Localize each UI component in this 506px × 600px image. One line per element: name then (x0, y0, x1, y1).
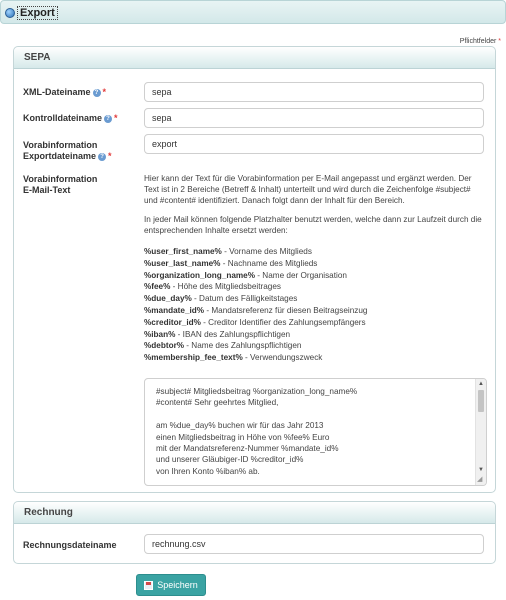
email-text-textarea[interactable] (145, 379, 476, 485)
list-item: %creditor_id% - Creditor Identifier des Zahlungsempfängers (144, 317, 366, 327)
email-text-label-line2: E-Mail-Text (23, 185, 71, 195)
placeholder-list (144, 246, 486, 364)
preinfo-filename-label (23, 140, 112, 162)
rechnung-panel-title: Rechnung (24, 507, 73, 518)
control-filename-input[interactable] (144, 108, 484, 128)
scroll-thumb[interactable] (478, 390, 484, 412)
scroll-down-icon[interactable]: ▼ (478, 467, 484, 473)
list-item: %fee% - Höhe des Mitgliedsbeitrages (144, 282, 281, 292)
email-text-label (23, 174, 97, 196)
save-button[interactable] (136, 574, 206, 596)
email-help-text (144, 174, 486, 364)
sepa-panel-title: SEPA (24, 52, 51, 63)
textarea-scrollbar[interactable] (475, 379, 486, 485)
xml-filename-label-text: XML-Dateiname (23, 87, 91, 97)
sepa-panel-header (14, 47, 495, 69)
required-star: * (498, 38, 501, 45)
list-item: %user_last_name% - Nachname des Mitglieds (144, 258, 318, 268)
email-help-intro: Hier kann der Text für die Vorabinformation per E-Mail angepasst und ergänzt werden. Der Text ist in 2 Bereiche (Betreff & Inhalt) unterteilt und wird durch die Zeichenfolge #subject# und #content# identifiziert. Danach folgt dann der Inhalt für den Bereich. (144, 174, 472, 205)
email-text-textarea-wrap (144, 378, 487, 486)
sepa-panel (13, 46, 496, 493)
list-item: %user_first_name% - Vorname des Mitglieds (144, 246, 312, 256)
xml-filename-input[interactable] (144, 82, 484, 102)
list-item: %debtor% - Name des Zahlungspflichtigen (144, 341, 302, 351)
required-star: * (114, 113, 118, 123)
list-item: %organization_long_name% - Name der Organisation (144, 270, 347, 280)
preinfo-filename-input[interactable] (144, 134, 484, 154)
rechnung-panel (13, 501, 496, 564)
list-item: %due_day% - Datum des Fälligkeitstages (144, 294, 298, 304)
preinfo-filename-label-line1: Vorabinformation (23, 140, 98, 150)
rechnung-panel-header (14, 502, 495, 524)
page-header-title-wrap (5, 6, 58, 20)
preinfo-filename-label-line2: Exportdateiname (23, 151, 97, 161)
page-title: Export (17, 6, 58, 20)
invoice-filename-label-text: Rechnungsdateiname (23, 540, 117, 550)
required-fields-note (460, 38, 501, 45)
required-star: * (102, 87, 107, 97)
floppy-disk-icon (144, 581, 153, 590)
scroll-up-icon[interactable]: ▲ (478, 381, 484, 387)
help-icon[interactable]: ? (104, 115, 112, 123)
list-item: %membership_fee_text% - Verwendungszweck (144, 353, 323, 363)
control-filename-label-text: Kontrolldateiname (23, 113, 103, 123)
invoice-filename-input[interactable] (144, 534, 484, 554)
required-fields-text: Pflichtfelder (459, 38, 497, 45)
email-text-label-line1: Vorabinformation (23, 174, 98, 184)
export-icon (5, 8, 15, 18)
required-star: * (108, 151, 112, 161)
save-button-label: Speichern (157, 580, 198, 590)
control-filename-label (23, 113, 118, 124)
list-item: %iban% - IBAN des Zahlungspflichtigen (144, 329, 291, 339)
help-icon[interactable]: ? (98, 153, 106, 161)
resize-grip-icon[interactable]: ◢ (477, 476, 483, 483)
email-help-placeholders-intro: In jeder Mail können folgende Platzhalter benutzt werden, welche dann zur Laufzeit durch die entsprechenden Inhalte ersetzt werden: (144, 215, 482, 236)
page-header (0, 0, 506, 24)
help-icon[interactable]: ? (93, 89, 101, 97)
invoice-filename-label (23, 540, 117, 551)
xml-filename-label (23, 87, 106, 98)
list-item: %mandate_id% - Mandatsreferenz für diesen Beitragseinzug (144, 305, 368, 315)
